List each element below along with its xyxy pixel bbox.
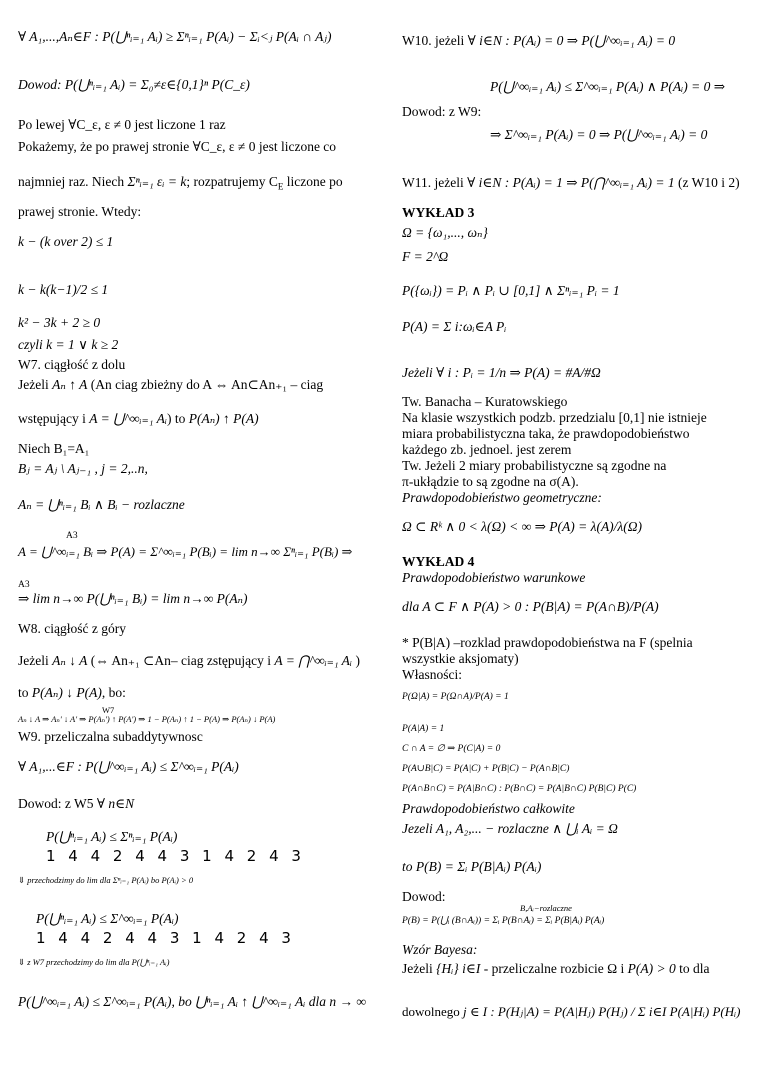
text-l20e: ): [355, 653, 360, 668]
text-l21c: , bo:: [101, 685, 126, 700]
text-l03: Po lewej ∀C_ε, ε ≠ 0 jest liczone 1 raz: [18, 117, 226, 132]
text-r16: Tw. Jeżeli 2 miary probabilistyczne są zgodne na: [402, 458, 667, 473]
brace-l30: 1 4 4 2 4 4 3 1 4 2 4 3: [36, 929, 295, 947]
note-r35: B,Aᵢ−rozlaczne: [520, 903, 572, 913]
text-r37e: to dla: [679, 961, 710, 976]
formula-l20d: A = ⋂^∞ᵢ₌₁ Aᵢ: [274, 653, 353, 668]
heading-wyklad-3: WYKŁAD 3: [402, 205, 475, 220]
text-l05c: ; rozpatrujemy C: [186, 174, 278, 189]
text-r01: [402, 34, 675, 49]
text-l04: Pokażemy, że po prawej stronie ∀C_ε, ε ≠ 0 jest liczone co: [18, 139, 337, 154]
text-l05e: liczone po: [283, 174, 343, 189]
formula-l02: Dowod: P(⋃ⁿᵢ₌₁ Aᵢ) = Σ₀≠ε∈{0,1}ⁿ P(C_ε): [18, 77, 250, 92]
formula-l31: ⇓ z W7 przechodzimy do lim dla P(⋃ⁿᵢ₌₁ Aᵢ): [18, 957, 170, 967]
text-r24: wszystkie aksjomaty): [402, 651, 519, 666]
text-r34: Dowod:: [402, 889, 446, 904]
formula-r02: P(⋃^∞ᵢ₌₁ Aᵢ) ≤ Σ^∞ᵢ₌₁ P(Aᵢ) ∧ P(Aᵢ) = 0 ⇒: [490, 79, 726, 94]
text-r38a: dowolnego: [402, 1004, 460, 1019]
text-r13: Na klasie wszystkich podzb. przedzialu [0,1] nie istnieje: [402, 410, 707, 425]
text-l13: [18, 412, 259, 427]
text-r15: każdego zb. jednoel. jest zerem: [402, 442, 572, 457]
formula-r09: P({ωᵢ}) = Pᵢ ∧ Pᵢ ∪ [0,1] ∧ Σⁿᵢ₌₁ Pᵢ = 1: [402, 283, 620, 298]
text-r05a: W11. jeżeli: [402, 175, 464, 190]
formula-r38b: j ∈ I : P(Hⱼ|A) = P(A|Hⱼ) P(Hⱼ) / Σ i∈I P(A|Hᵢ) P(Hᵢ): [463, 1004, 741, 1019]
text-l05d: E: [277, 181, 284, 192]
text-l11: W7. ciągłość z dolu: [18, 357, 126, 372]
note-l22: W7: [102, 705, 115, 715]
text-r01a: W10. jeżeli: [402, 33, 465, 48]
formula-l05b: Σⁿᵢ₌₁ εᵢ = k: [127, 174, 187, 189]
formula-l17: A = ⋃^∞ᵢ₌₁ Bᵢ ⇒ P(A) = Σ^∞ᵢ₌₁ P(Bᵢ) = lim n→∞ Σⁿᵢ₌₁ P(Bᵢ) ⇒: [18, 544, 353, 559]
formula-r28: C ∩ A = ∅ ⇒ P(C|A) = 0: [402, 744, 501, 754]
formula-l28: ⇓ przechodzimy do lim dla Σⁿᵢ₌₁ P(Aᵢ) bo P(Aᵢ) > 0: [18, 875, 194, 885]
formula-l13b: A = ⋃^∞ᵢ₌₁ Aᵢ: [89, 411, 167, 426]
text-l14: Niech B₁=A₁: [18, 441, 90, 456]
formula-r35: P(B) = P(⋃ᵢ (B∩Aᵢ)) = Σᵢ P(B∩Aᵢ) = Σᵢ P(B|Aᵢ) P(Aᵢ): [402, 916, 605, 926]
text-l12a: Jeżeli: [18, 377, 49, 392]
text-r21: Prawdopodobieństwo warunkowe: [402, 570, 586, 585]
formula-l10: czyli k = 1 ∨ k ≥ 2: [18, 337, 119, 352]
formula-r29: P(A∪B|C) = P(A|C) + P(B|C) − P(A∩B|C): [402, 764, 570, 774]
formula-l13d: P(Aₙ) ↑ P(A): [188, 411, 259, 426]
formula-r11: Jeżeli ∀ i : Pᵢ = 1/n ⇒ P(A) = #A/#Ω: [402, 365, 601, 380]
text-r05c: (z W10 i 2): [678, 175, 740, 190]
text-l13a: wstępujący i: [18, 411, 86, 426]
text-l21: [18, 686, 126, 701]
formula-l07: k − (k over 2) ≤ 1: [18, 234, 114, 249]
text-r37c: - przeliczalne rozbicie Ω i: [480, 961, 625, 976]
text-l20a: Jeżeli: [18, 653, 49, 668]
text-l23: W9. przeliczalna subaddytywnosc: [18, 729, 203, 744]
formula-l22: Aₙ ↓ A ⇒ Aₙ' ↓ A' ⇒ P(Aₙ') ↑ P(A') ⇒ 1 − P(Aₙ) ↑ 1 − P(A) ⇒ P(Aₙ) ↓ P(A): [18, 714, 276, 724]
formula-r33: to P(B) = Σᵢ P(B|Aᵢ) P(Aᵢ): [402, 859, 542, 874]
formula-r37b: {Hᵢ} i∈I: [436, 961, 481, 976]
text-r05: [402, 176, 740, 191]
text-l19: W8. ciągłość z góry: [18, 621, 126, 636]
text-l05a: najmniej raz. Niech: [18, 174, 125, 189]
formula-l21b: P(Aₙ) ↓ P(A): [31, 685, 102, 700]
text-l05: [18, 175, 343, 193]
text-l12c: (An ciag zbieżny do A ⇔ An⊂An₊₁ – ciag: [90, 377, 324, 392]
text-r37a: Jeżeli: [402, 961, 433, 976]
note-l17: A3: [66, 531, 78, 541]
formula-l32: P(⋃^∞ᵢ₌₁ Aᵢ) ≤ Σ^∞ᵢ₌₁ P(Aᵢ), bo ⋃ⁿᵢ₌₁ Aᵢ ↑ ⋃^∞ᵢ₌₁ Aᵢ dla n → ∞: [18, 994, 366, 1009]
text-r36: Wzór Bayesa:: [402, 942, 478, 957]
formula-l24: ∀ A₁,...∈F : P(⋃^∞ᵢ₌₁ Aᵢ) ≤ Σ^∞ᵢ₌₁ P(Aᵢ): [18, 759, 239, 774]
text-r03: Dowod: z W9:: [402, 104, 482, 119]
formula-l26: P(⋃ⁿᵢ₌₁ Aᵢ) ≤ Σⁿᵢ₌₁ P(Aᵢ): [46, 829, 178, 844]
formula-r01b: ∀ i∈N : P(Aᵢ) = 0 ⇒ P(⋃^∞ᵢ₌₁ Aᵢ) = 0: [467, 33, 676, 48]
text-l21a: to: [18, 685, 29, 700]
formula-l16: Aₙ = ⋃ⁿᵢ₌₁ Bᵢ ∧ Bᵢ − rozlaczne: [18, 497, 185, 512]
text-l13c: ) to: [166, 411, 186, 426]
text-r37: [402, 962, 709, 977]
text-r14: miara probabilistyczna taka, że prawdopodobieństwo: [402, 426, 690, 441]
text-l06: prawej stronie. Wtedy:: [18, 204, 142, 219]
formula-r08: F = 2^Ω: [402, 249, 449, 264]
heading-wyklad-4: WYKŁAD 4: [402, 554, 475, 569]
text-r18: Prawdopodobieństwo geometryczne:: [402, 490, 602, 505]
text-r38: [402, 1005, 741, 1019]
formula-r37d: P(A) > 0: [627, 961, 676, 976]
text-r31: Prawdopodobieństwo całkowite: [402, 801, 575, 816]
text-l25: [18, 797, 134, 812]
formula-l25b: ∀ n∈N: [96, 796, 135, 811]
formula-r10: P(A) = Σ i:ωᵢ∈A Pᵢ: [402, 319, 507, 334]
text-r12: Tw. Banacha – Kuratowskiego: [402, 394, 568, 409]
brace-l27: 1 4 4 2 4 4 3 1 4 2 4 3: [46, 847, 305, 865]
text-l25a: Dowod: z W5: [18, 796, 94, 811]
formula-l09: k² − 3k + 2 ≥ 0: [18, 315, 101, 330]
note-l18: A3: [18, 580, 30, 590]
formula-l20b: Aₙ ↓ A: [52, 653, 88, 668]
text-r25: Własności:: [402, 667, 462, 682]
formula-r19: Ω ⊂ Rᵏ ∧ 0 < λ(Ω) < ∞ ⇒ P(A) = λ(A)/λ(Ω): [402, 519, 643, 534]
text-l12: [18, 378, 323, 393]
formula-r30: P(A∩B∩C) = P(A|B∩C) : P(B∩C) = P(A|B∩C) P(B|C) P(C): [402, 784, 637, 794]
text-l20: [18, 654, 360, 669]
formula-l12b: Aₙ ↑ A: [52, 377, 88, 392]
formula-r26: P(Ω|A) = P(Ω∩A)/P(A) = 1: [402, 692, 509, 702]
formula-l29: P(⋃ⁿᵢ₌₁ Aᵢ) ≤ Σ^∞ᵢ₌₁ P(Aᵢ): [36, 911, 179, 926]
formula-l08: k − k(k−1)/2 ≤ 1: [18, 282, 109, 297]
formula-l01: ∀ A₁,...,Aₙ∈F : P(⋃ⁿᵢ₌₁ Aᵢ) ≥ Σⁿᵢ₌₁ P(Aᵢ) − Σᵢ<ⱼ P(Aᵢ ∩ Aⱼ): [18, 29, 332, 44]
text-l20c: (⇔ An₊₁ ⊂An– ciag zstępujący i: [90, 653, 271, 668]
formula-r04: ⇒ Σ^∞ᵢ₌₁ P(Aᵢ) = 0 ⇒ P(⋃^∞ᵢ₌₁ Aᵢ) = 0: [490, 127, 708, 142]
text-r23: * P(B|A) –rozklad prawdopodobieństwa na F (spelnia: [402, 635, 693, 650]
text-r17: π-ukłądzie to są zgodne na σ(A).: [402, 474, 579, 489]
formula-r07: Ω = {ω₁,..., ωₙ}: [402, 225, 488, 240]
formula-l15: Bⱼ = Aⱼ \ Aⱼ₋₁ , j = 2,..n,: [18, 461, 148, 476]
formula-r05b: ∀ i∈N : P(Aᵢ) = 1 ⇒ P(⋂^∞ᵢ₌₁ Aᵢ) = 1: [467, 175, 675, 190]
formula-l18: ⇒ lim n→∞ P(⋃ⁿᵢ₌₁ Bᵢ) = lim n→∞ P(Aₙ): [18, 591, 248, 606]
formula-r27: P(A|A) = 1: [402, 724, 445, 734]
formula-r32: Jezeli A₁, A₂,... − rozlaczne ∧ ⋃ᵢ Aᵢ = Ω: [402, 821, 618, 836]
formula-r22: dla A ⊂ F ∧ P(A) > 0 : P(B|A) = P(A∩B)/P(A): [402, 599, 659, 614]
